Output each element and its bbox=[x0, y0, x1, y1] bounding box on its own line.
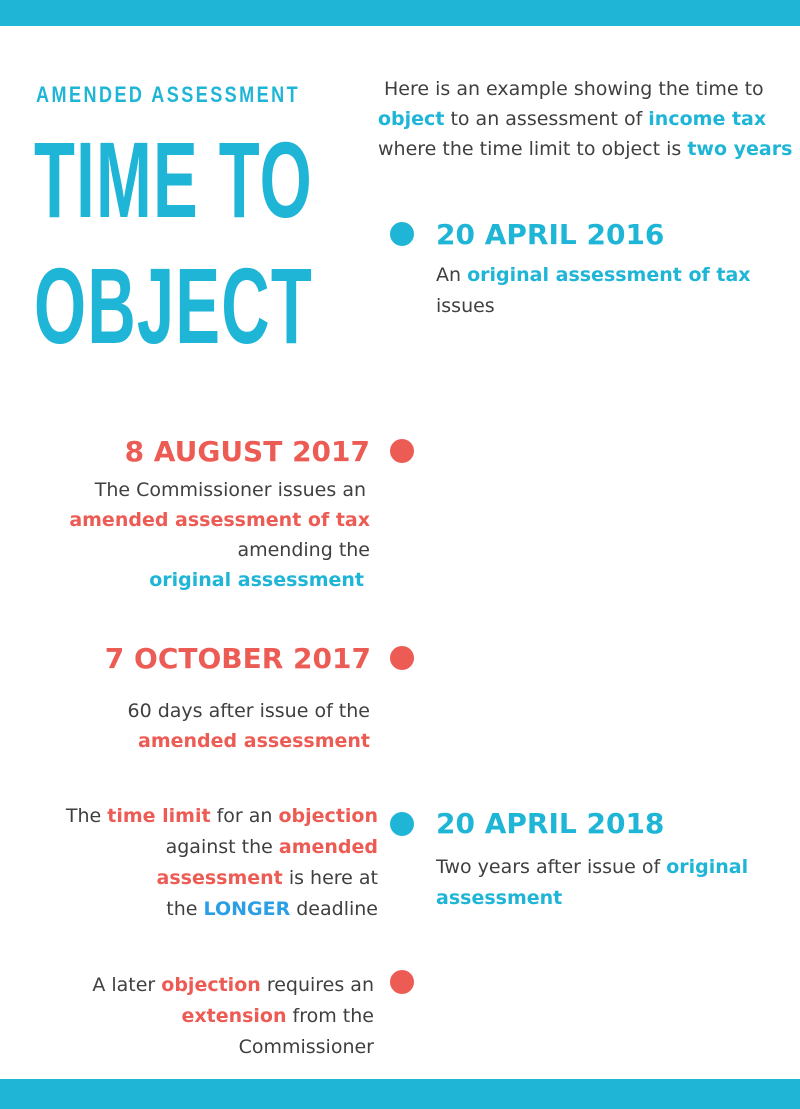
event-5-line-1 bbox=[92, 970, 374, 1001]
top-bar bbox=[0, 0, 800, 26]
e4-left2-a: against the bbox=[165, 836, 279, 858]
e4-highlight-amended: amended bbox=[278, 836, 378, 858]
intro-line-1: Here is an example showing the time to bbox=[384, 78, 764, 100]
title-line-2: OBJECT bbox=[34, 245, 314, 366]
intro-line-3 bbox=[378, 134, 792, 165]
e4-left3-b: is here at bbox=[282, 867, 378, 889]
e4-left4-c: deadline bbox=[290, 898, 378, 920]
event-1-text: An bbox=[436, 264, 468, 286]
e5-highlight-objection: objection bbox=[161, 974, 261, 996]
e5-a: A later bbox=[92, 974, 162, 996]
title-line-1: TIME TO bbox=[34, 119, 314, 240]
event-4-left-line-1 bbox=[66, 801, 378, 832]
event-4-left-line-2 bbox=[166, 832, 378, 863]
event-4-highlight-original: original bbox=[666, 856, 749, 878]
event-4-left-line-3 bbox=[157, 863, 378, 894]
event-3-date: 7 OCTOBER 2017 bbox=[104, 642, 371, 675]
intro-highlight-object: object bbox=[378, 108, 445, 130]
e4-highlight-assessment: assessment bbox=[156, 867, 283, 889]
event-5-line-2 bbox=[181, 1001, 374, 1032]
event-1-date: 20 APRIL 2016 bbox=[436, 218, 665, 251]
event-4-line-1 bbox=[436, 852, 748, 883]
event-5-line-3: Commissioner bbox=[238, 1036, 374, 1058]
intro-highlight-income-tax: income tax bbox=[648, 108, 767, 130]
timeline-dot-2 bbox=[390, 439, 414, 463]
event-2-date: 8 AUGUST 2017 bbox=[124, 435, 370, 468]
intro-line-3-text: where the time limit to object is bbox=[378, 138, 688, 160]
event-1-line-2: issues bbox=[436, 295, 495, 317]
e4-left-a: The bbox=[65, 805, 108, 827]
event-4-text: Two years after issue of bbox=[436, 856, 667, 878]
e4-left-c: for an bbox=[210, 805, 279, 827]
e5-e: from the bbox=[286, 1005, 374, 1027]
timeline-dot-3 bbox=[390, 646, 414, 670]
intro-highlight-two-years: two years bbox=[687, 138, 793, 160]
e4-highlight-objection: objection bbox=[278, 805, 378, 827]
intro-text bbox=[384, 74, 764, 105]
event-1-line-1 bbox=[436, 260, 751, 291]
event-3-line-2: amended assessment bbox=[138, 730, 370, 752]
event-1-highlight: original assessment of tax bbox=[467, 264, 751, 286]
e5-c: requires an bbox=[260, 974, 374, 996]
event-2-line-1: The Commissioner issues an bbox=[94, 479, 366, 501]
intro-line-2 bbox=[378, 104, 766, 135]
event-2-line-3: amending the bbox=[237, 539, 370, 561]
timeline-dot-5 bbox=[390, 970, 414, 994]
event-3-line-1: 60 days after issue of the bbox=[127, 700, 370, 722]
timeline-dot-1 bbox=[390, 222, 414, 246]
event-4-line-2: assessment bbox=[436, 887, 563, 909]
event-4-left-line-4 bbox=[166, 894, 378, 925]
e4-left4-a: the bbox=[166, 898, 204, 920]
event-4-date: 20 APRIL 2018 bbox=[436, 807, 665, 840]
event-2-line-4: original assessment bbox=[149, 569, 364, 591]
bottom-bar bbox=[0, 1079, 800, 1109]
intro-line-2-text: to an assessment of bbox=[444, 108, 649, 130]
timeline-dot-4 bbox=[390, 812, 414, 836]
event-2-line-2: amended assessment of tax bbox=[69, 509, 370, 531]
e4-highlight-time-limit: time limit bbox=[107, 805, 211, 827]
e5-highlight-extension: extension bbox=[181, 1005, 287, 1027]
kicker-label: AMENDED ASSESSMENT bbox=[36, 82, 301, 107]
e4-highlight-longer: LONGER bbox=[203, 898, 291, 920]
